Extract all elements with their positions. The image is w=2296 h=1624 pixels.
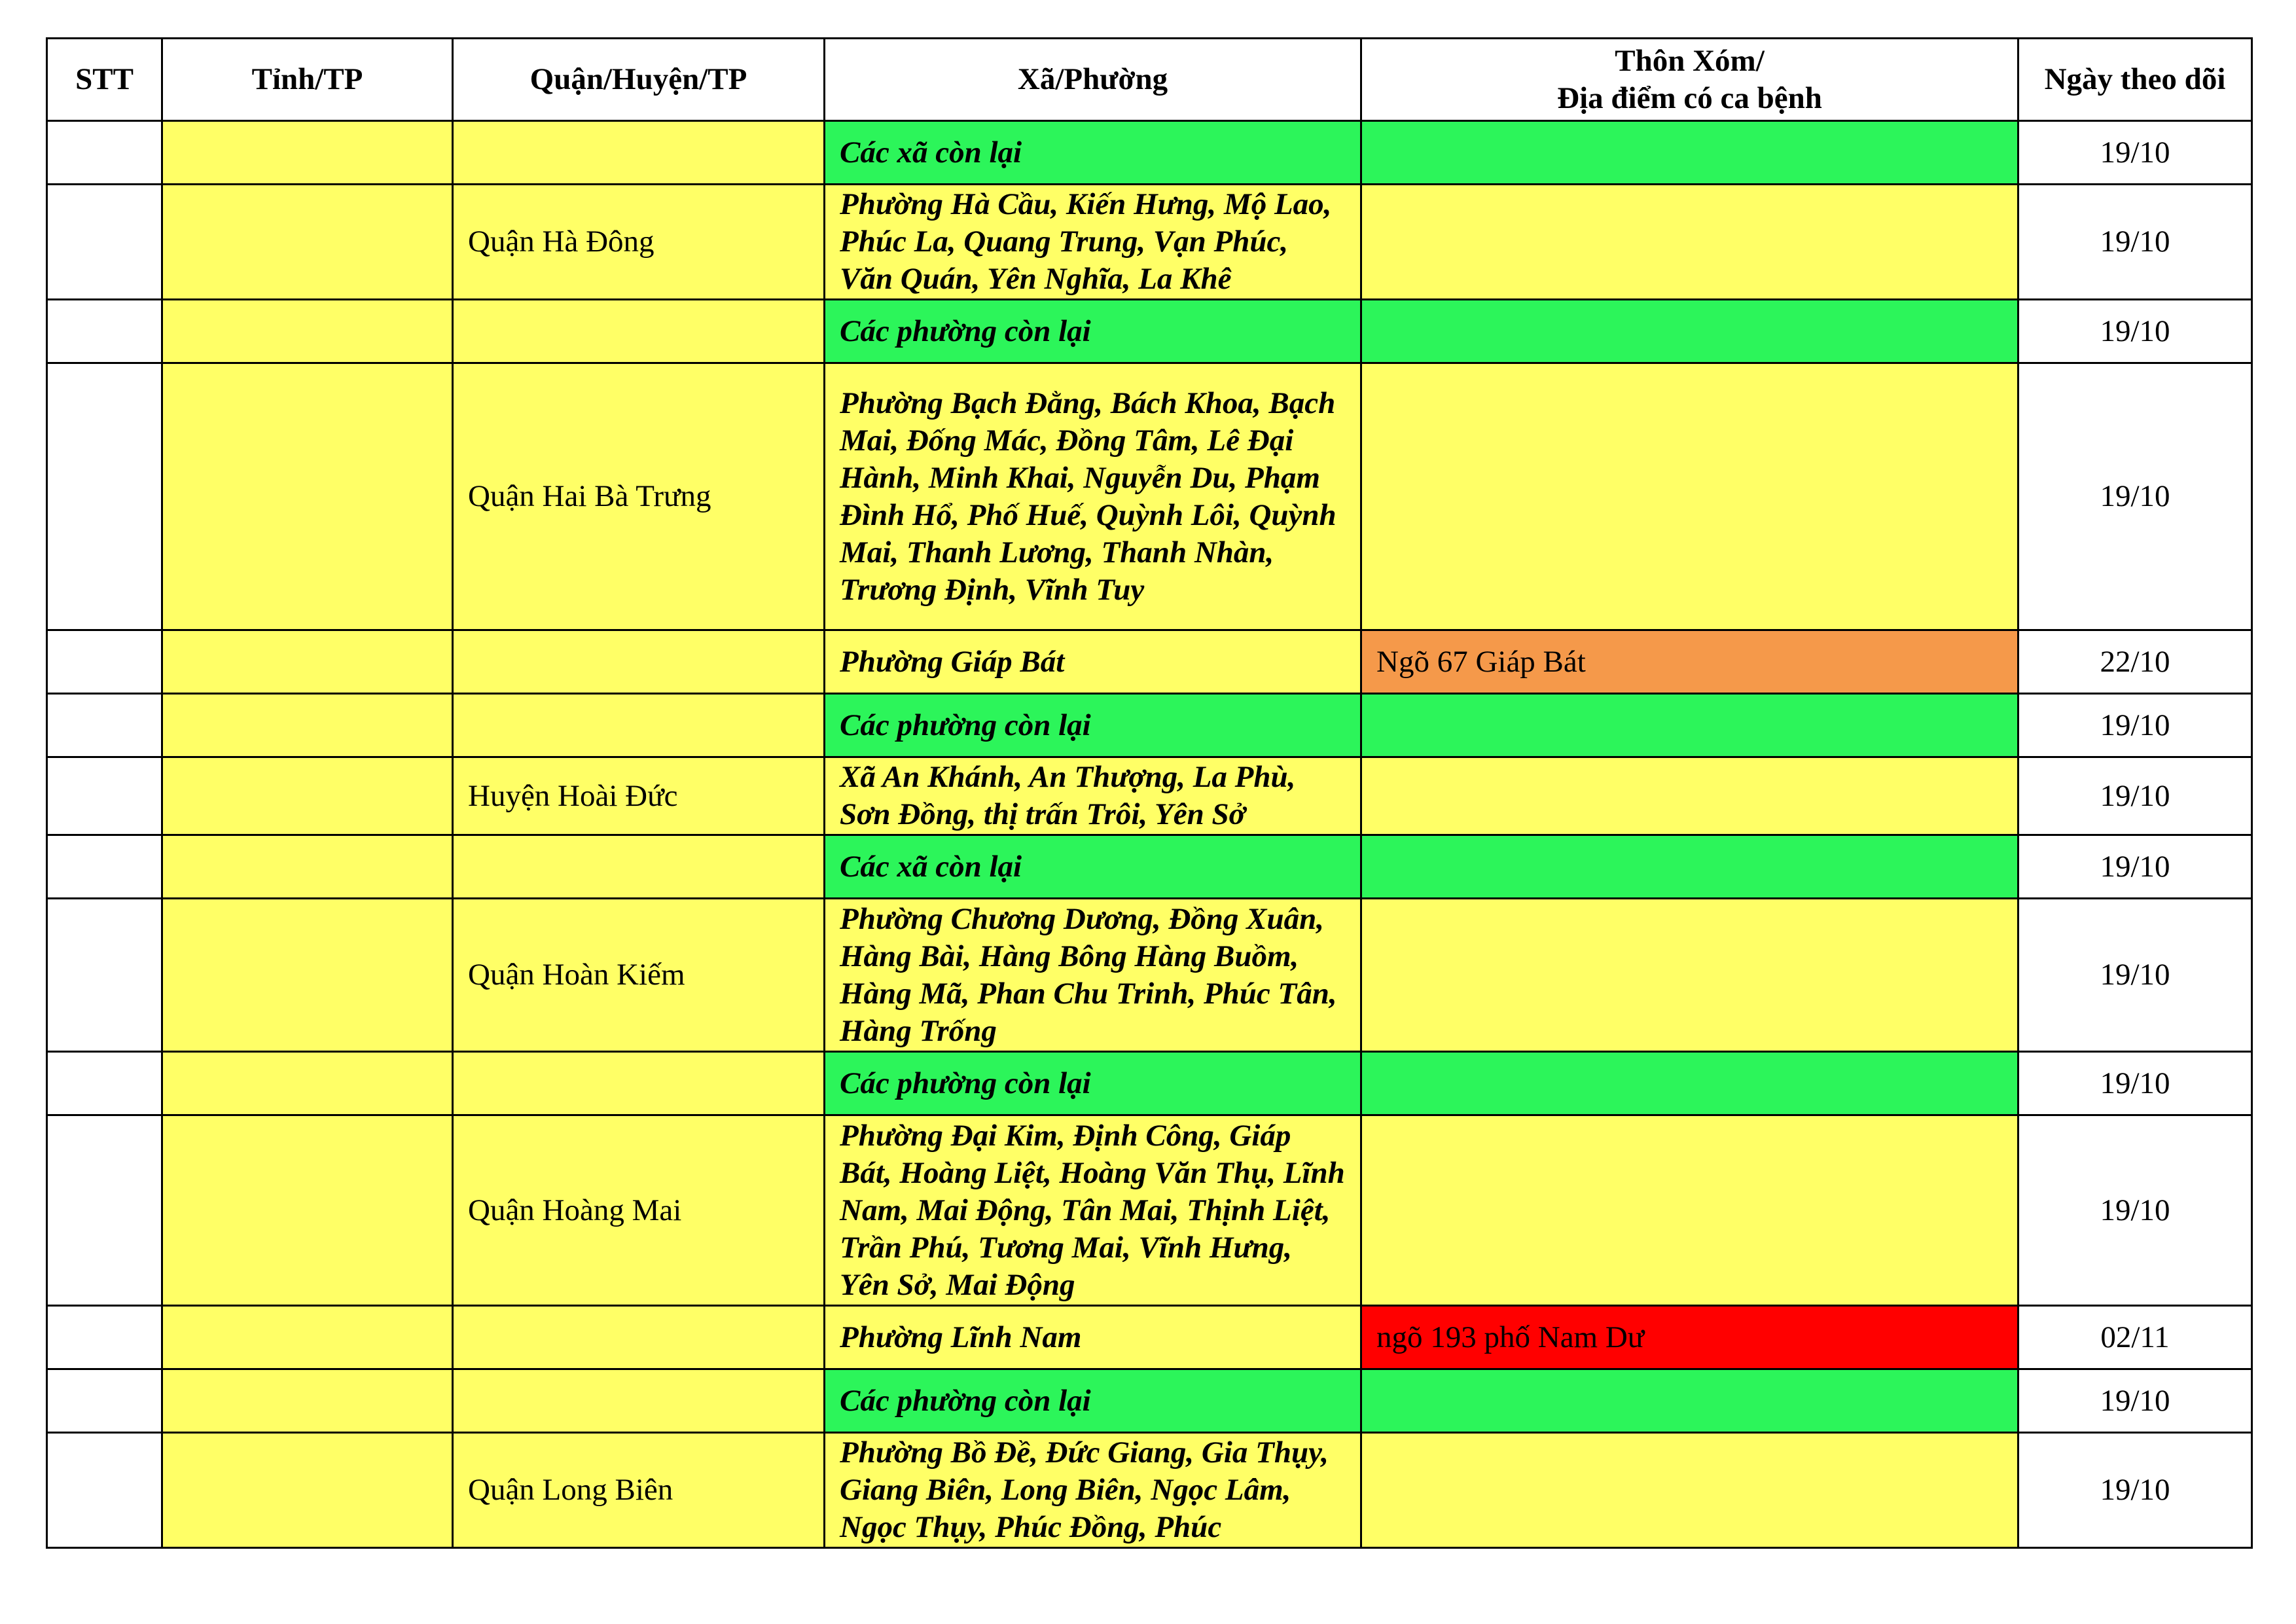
header-location — [1361, 39, 2018, 121]
table-row — [47, 1433, 2252, 1548]
table-row — [47, 363, 2252, 630]
cell-district: Quận Hoàng Mai — [453, 1115, 825, 1306]
cell-district — [453, 121, 825, 185]
cell-district — [453, 835, 825, 899]
cell-stt — [47, 1115, 162, 1306]
cell-ward: Phường Giáp Bát — [825, 630, 1361, 694]
cell-district — [453, 694, 825, 757]
cell-location: ngõ 193 phố Nam Dư — [1361, 1306, 2018, 1369]
cell-stt — [47, 1052, 162, 1115]
cell-location — [1361, 757, 2018, 835]
header-location-line2: Địa điểm có ca bệnh — [1557, 81, 1822, 115]
cell-date: 19/10 — [2018, 1369, 2252, 1433]
cell-ward: Các phường còn lại — [825, 1052, 1361, 1115]
cell-ward: Phường Bạch Đằng, Bách Khoa, Bạch Mai, Đống Mác, Đồng Tâm, Lê Đại Hành, Minh Khai, Nguyễn Du, Phạm Đình Hổ, Phố Huế, Quỳnh Lôi, Quỳnh Mai, Thanh Lương, Thanh Nhàn, Trương Định, Vĩnh Tuy — [825, 363, 1361, 630]
table-row — [47, 1052, 2252, 1115]
cell-province — [162, 121, 453, 185]
cell-district — [453, 1052, 825, 1115]
cell-location — [1361, 1115, 2018, 1306]
cell-district: Quận Hà Đông — [453, 185, 825, 300]
cell-stt — [47, 899, 162, 1052]
cell-location — [1361, 363, 2018, 630]
table-row — [47, 757, 2252, 835]
cell-location — [1361, 694, 2018, 757]
cell-province — [162, 694, 453, 757]
cell-province — [162, 835, 453, 899]
cell-province — [162, 185, 453, 300]
table-row — [47, 835, 2252, 899]
table-row — [47, 899, 2252, 1052]
cell-province — [162, 363, 453, 630]
cell-ward: Phường Hà Cầu, Kiến Hưng, Mộ Lao, Phúc La, Quang Trung, Vạn Phúc, Văn Quán, Yên Nghĩa, La Khê — [825, 185, 1361, 300]
cell-stt — [47, 835, 162, 899]
cell-province — [162, 1369, 453, 1433]
cell-location — [1361, 300, 2018, 363]
cell-location — [1361, 121, 2018, 185]
cell-ward: Các xã còn lại — [825, 835, 1361, 899]
cell-province — [162, 300, 453, 363]
table-row — [47, 1306, 2252, 1369]
cell-stt — [47, 694, 162, 757]
cell-stt — [47, 1306, 162, 1369]
cell-stt — [47, 300, 162, 363]
cell-ward: Các phường còn lại — [825, 1369, 1361, 1433]
cell-location — [1361, 899, 2018, 1052]
table-row — [47, 694, 2252, 757]
header-province: Tỉnh/TP — [162, 39, 453, 121]
cell-stt — [47, 1433, 162, 1548]
cell-date: 19/10 — [2018, 757, 2252, 835]
cell-date: 19/10 — [2018, 185, 2252, 300]
cell-date: 19/10 — [2018, 300, 2252, 363]
cell-district: Quận Hai Bà Trưng — [453, 363, 825, 630]
table-row — [47, 630, 2252, 694]
cell-date: 19/10 — [2018, 1052, 2252, 1115]
cell-ward: Các phường còn lại — [825, 694, 1361, 757]
cell-date: 19/10 — [2018, 363, 2252, 630]
header-location-line1: Thôn Xóm/ — [1615, 43, 1765, 78]
header-date: Ngày theo dõi — [2018, 39, 2252, 121]
cell-province — [162, 630, 453, 694]
table-row — [47, 121, 2252, 185]
table-row — [47, 1115, 2252, 1306]
cell-ward: Phường Bồ Đề, Đức Giang, Gia Thụy, Giang Biên, Long Biên, Ngọc Lâm, Ngọc Thụy, Phúc Đồng, Phúc — [825, 1433, 1361, 1548]
cell-district: Quận Hoàn Kiếm — [453, 899, 825, 1052]
cell-stt — [47, 757, 162, 835]
cell-ward: Phường Chương Dương, Đồng Xuân, Hàng Bài, Hàng Bông Hàng Buồm, Hàng Mã, Phan Chu Trinh, Phúc Tân, Hàng Trống — [825, 899, 1361, 1052]
cell-stt — [47, 630, 162, 694]
cell-province — [162, 899, 453, 1052]
cell-province — [162, 1052, 453, 1115]
cell-district: Quận Long Biên — [453, 1433, 825, 1548]
cell-date: 19/10 — [2018, 1115, 2252, 1306]
cell-date: 02/11 — [2018, 1306, 2252, 1369]
cell-date: 19/10 — [2018, 899, 2252, 1052]
cell-location — [1361, 835, 2018, 899]
cell-date: 19/10 — [2018, 835, 2252, 899]
cell-location — [1361, 1433, 2018, 1548]
cell-province — [162, 1306, 453, 1369]
cell-district: Huyện Hoài Đức — [453, 757, 825, 835]
cell-district — [453, 630, 825, 694]
cell-ward: Phường Lĩnh Nam — [825, 1306, 1361, 1369]
cell-location: Ngõ 67 Giáp Bát — [1361, 630, 2018, 694]
cell-province — [162, 757, 453, 835]
cell-stt — [47, 1369, 162, 1433]
cell-district — [453, 1306, 825, 1369]
cell-province — [162, 1115, 453, 1306]
cell-location — [1361, 1369, 2018, 1433]
header-stt: STT — [47, 39, 162, 121]
cell-date: 19/10 — [2018, 121, 2252, 185]
cell-ward: Xã An Khánh, An Thượng, La Phù, Sơn Đồng, thị trấn Trôi, Yên Sở — [825, 757, 1361, 835]
table-row — [47, 1369, 2252, 1433]
cell-date: 19/10 — [2018, 694, 2252, 757]
cell-date: 22/10 — [2018, 630, 2252, 694]
cell-district — [453, 1369, 825, 1433]
cell-district — [453, 300, 825, 363]
cell-ward: Các xã còn lại — [825, 121, 1361, 185]
cell-date: 19/10 — [2018, 1433, 2252, 1548]
cell-stt — [47, 121, 162, 185]
cell-location — [1361, 185, 2018, 300]
cell-ward: Các phường còn lại — [825, 300, 1361, 363]
tracking-table — [46, 37, 2253, 1549]
header-row — [47, 39, 2252, 121]
cell-stt — [47, 185, 162, 300]
table-row — [47, 185, 2252, 300]
cell-location — [1361, 1052, 2018, 1115]
header-ward: Xã/Phường — [825, 39, 1361, 121]
table-row — [47, 300, 2252, 363]
cell-province — [162, 1433, 453, 1548]
header-district: Quận/Huyện/TP — [453, 39, 825, 121]
cell-ward: Phường Đại Kim, Định Công, Giáp Bát, Hoàng Liệt, Hoàng Văn Thụ, Lĩnh Nam, Mai Động, Tân Mai, Thịnh Liệt, Trần Phú, Tương Mai, Vĩnh Hưng, Yên Sở, Mai Động — [825, 1115, 1361, 1306]
cell-stt — [47, 363, 162, 630]
table-body — [47, 121, 2252, 1548]
